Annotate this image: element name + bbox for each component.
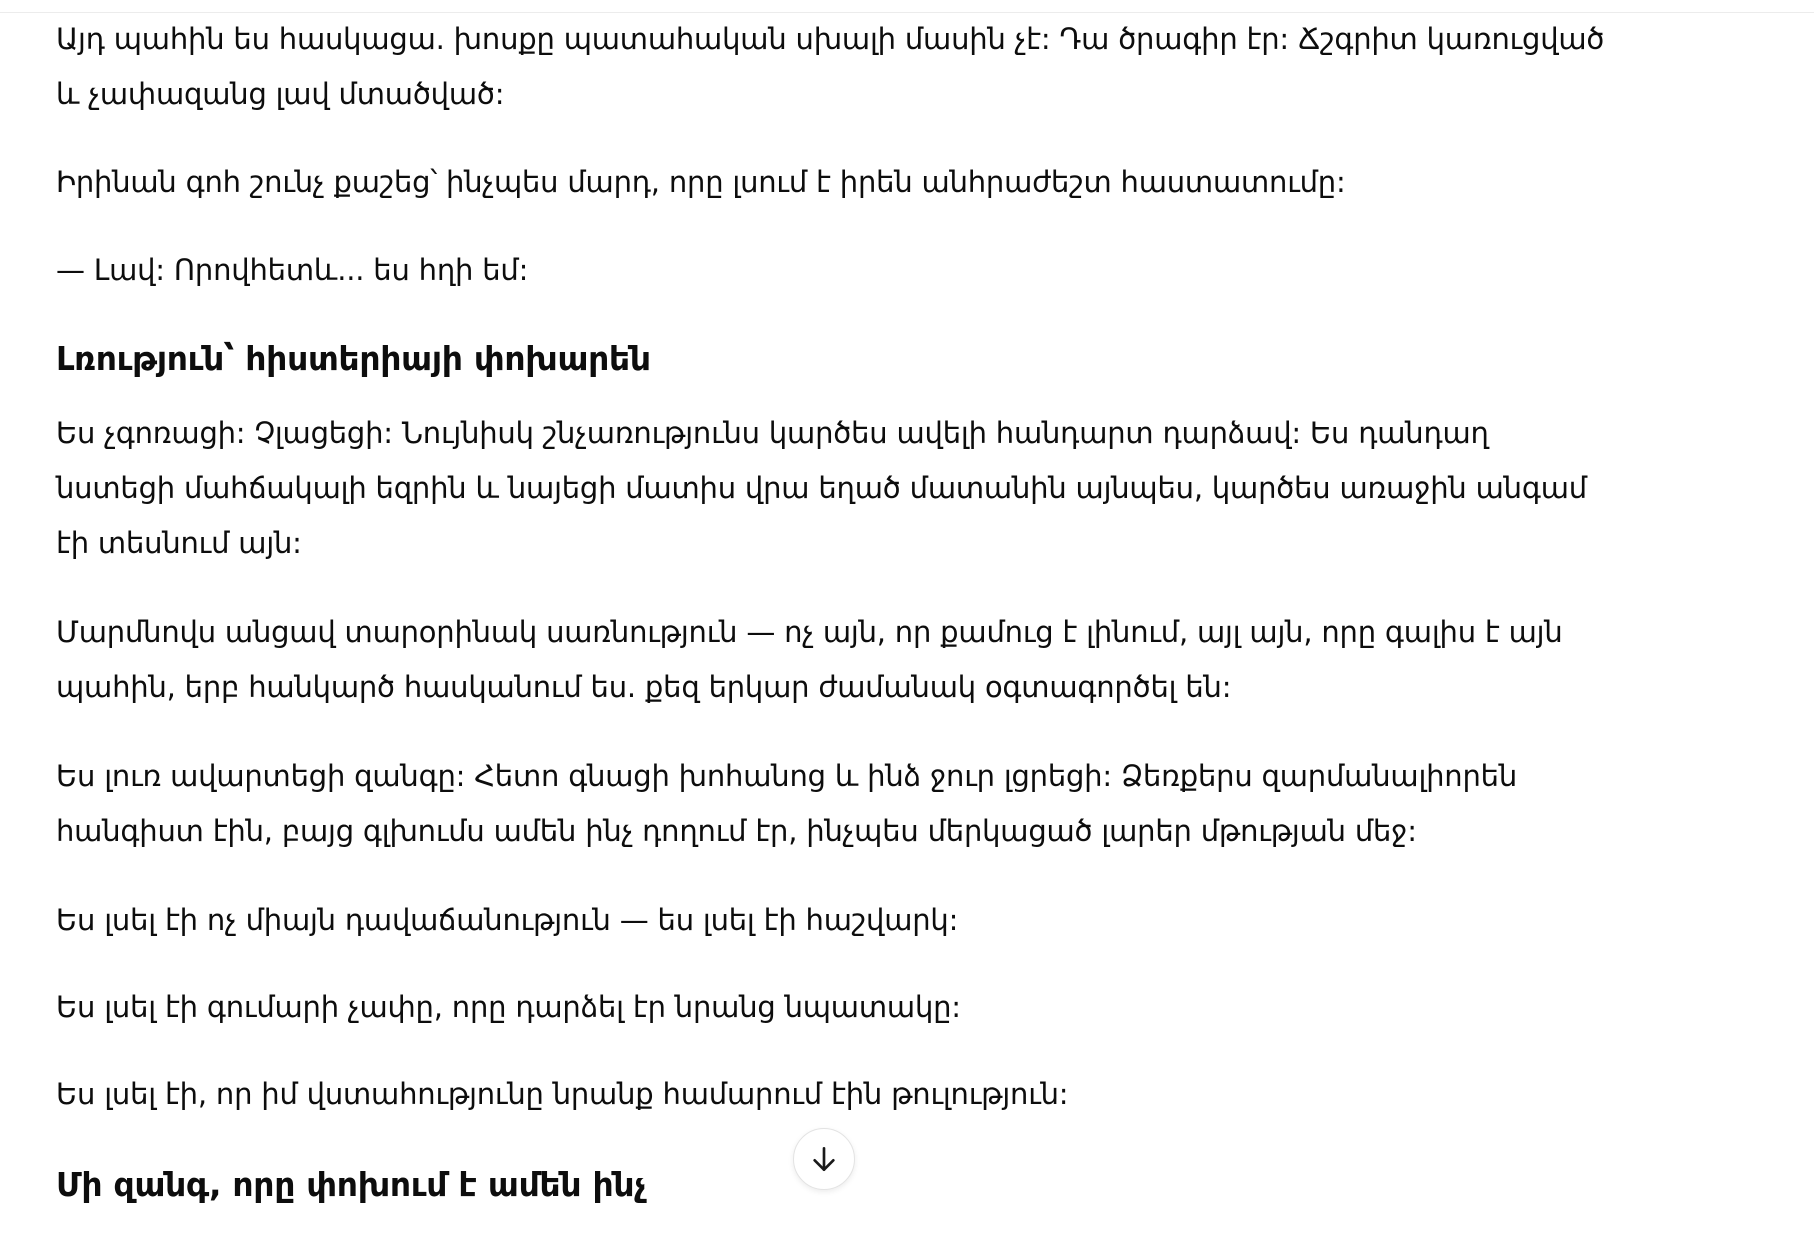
- paragraph-7: [56, 893, 1616, 948]
- paragraph-2: [56, 155, 1616, 210]
- section-heading-1: Լռություն՝ հիստերիայի փոխարեն: [56, 339, 651, 378]
- paragraph-3: [56, 243, 1616, 298]
- paragraph-8: [56, 980, 1616, 1035]
- paragraph-line: Ես լսել էի ոչ միայն դավաճանություն — ես լսել էի հաշվարկ:: [56, 903, 959, 937]
- paragraph-line: էի տեսնում այն:: [56, 526, 302, 560]
- paragraph-1: [56, 12, 1616, 122]
- paragraph-line: նստեցի մահճակալի եզրին և նայեցի մատիս վրա եղած մատանին այնպես, կարծես առաջին անգամ: [56, 471, 1587, 505]
- paragraph-line: և չափազանց լավ մտածված:: [56, 77, 505, 111]
- paragraph-line: Ես չգոռացի: Չլացեցի: Նույնիսկ շնչառությունս կարծես ավելի հանդարտ դարձավ: Ես դանդաղ: [56, 416, 1489, 450]
- paragraph-6: [56, 749, 1616, 859]
- paragraph-line: — Լավ: Որովհետև... ես հղի եմ:: [56, 253, 529, 287]
- paragraph-line: Ես լսել էի, որ իմ վստահությունը նրանք համարում էին թուլություն:: [56, 1077, 1069, 1111]
- paragraph-line: Իրինան գոհ շունչ քաշեց՝ ինչպես մարդ, որը լսում է իրեն անհրաժեշտ հաստատումը:: [56, 165, 1346, 199]
- scroll-to-bottom-button[interactable]: [793, 1128, 855, 1190]
- paragraph-line: Ես լսել էի գումարի չափը, որը դարձել էր նրանց նպատակը:: [56, 990, 961, 1024]
- paragraph-9: [56, 1067, 1616, 1122]
- paragraph-5: [56, 605, 1616, 715]
- paragraph-4: [56, 406, 1616, 571]
- section-heading-2: Մի զանգ, որը փոխում է ամեն ինչ: [56, 1165, 647, 1204]
- paragraph-line: հանգիստ էին, բայց գլխումս ամեն ինչ դողում էր, ինչպես մերկացած լարեր մթության մեջ:: [56, 814, 1417, 848]
- arrow-down-icon: [808, 1143, 840, 1175]
- paragraph-line: Այդ պահին ես հասկացա. խոսքը պատահական սխալի մասին չէ: Դա ծրագիր էր: Ճշգրիտ կառուցված: [56, 22, 1605, 56]
- paragraph-line: Մարմնովս անցավ տարօրինակ սառնություն — ոչ այն, որ քամուց է լինում, այլ այն, որը գալիս է այն: [56, 615, 1563, 649]
- paragraph-line: Ես լուռ ավարտեցի զանգը: Հետո գնացի խոհանոց և ինձ ջուր լցրեցի: Ձեռքերս զարմանալիորեն: [56, 759, 1518, 793]
- paragraph-line: պահին, երբ հանկարծ հասկանում ես. քեզ երկար ժամանակ օգտագործել են:: [56, 670, 1232, 704]
